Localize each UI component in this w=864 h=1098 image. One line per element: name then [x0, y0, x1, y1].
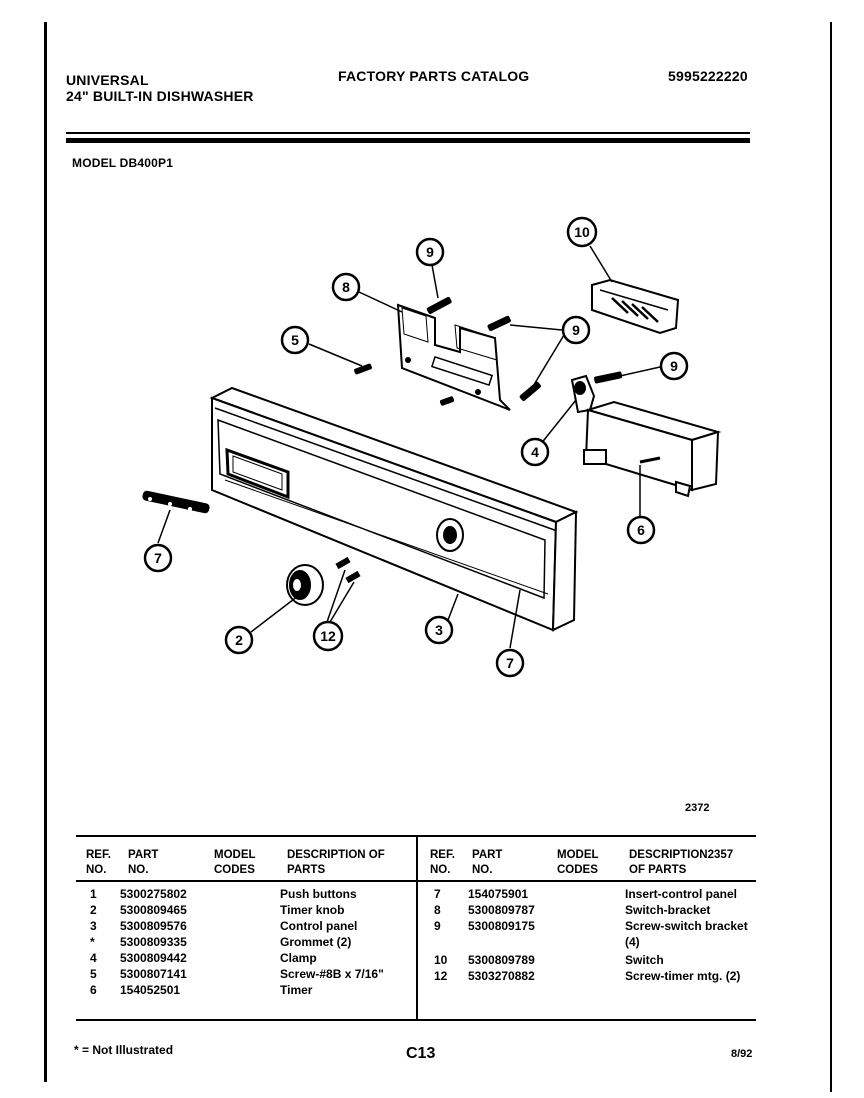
timer-knob-drawing [287, 565, 323, 605]
callout-4 [522, 439, 548, 465]
footnote-not-illustrated: * = Not Illustrated [74, 1043, 174, 1057]
row-ref-number: 5 [90, 967, 97, 981]
row-part-number: 154052501 [120, 983, 181, 997]
callout-3 [426, 617, 452, 643]
row-part-number: 5303270882 [468, 969, 535, 983]
svg-text:9: 9 [426, 244, 434, 260]
callout-8 [333, 274, 359, 300]
svg-text:12: 12 [320, 628, 336, 644]
row-ref-number: 2 [90, 903, 97, 917]
svg-text:7: 7 [154, 550, 162, 566]
col-ref-no: REF. NO. [86, 849, 111, 876]
row-description: Clamp [280, 951, 317, 965]
row-part-number: 5300809789 [468, 953, 535, 967]
callout-9-middle [563, 317, 589, 343]
row-ref-number: * [90, 935, 95, 949]
callout-2 [226, 627, 252, 653]
row-description: Switch [625, 953, 664, 967]
table-center-divider [416, 835, 418, 1020]
svg-text:7: 7 [506, 655, 514, 671]
callout-10 [568, 218, 596, 246]
timer-screws-drawing [335, 557, 360, 583]
row-part-number: 5300809335 [120, 935, 187, 949]
col-model-codes-right: MODEL CODES [557, 849, 599, 876]
svg-text:5: 5 [291, 332, 299, 348]
row-ref-number: 12 [434, 969, 448, 983]
svg-text:3: 3 [435, 622, 443, 638]
col-description: DESCRIPTION OF PARTS [287, 849, 385, 876]
row-ref-number: 7 [434, 887, 441, 901]
product-title: 24" BUILT-IN DISHWASHER [66, 88, 254, 104]
catalog-title: FACTORY PARTS CATALOG [338, 68, 530, 84]
callout-6 [628, 517, 654, 543]
row-description: Switch-bracket [625, 903, 711, 917]
svg-text:6: 6 [637, 522, 645, 538]
switch-drawing [592, 280, 678, 333]
row-part-number: 5300807141 [120, 967, 187, 981]
callout-12 [314, 622, 342, 650]
row-part-number: 5300275802 [120, 887, 187, 901]
svg-text:9: 9 [572, 322, 580, 338]
col-part-no-right: PART NO. [472, 849, 503, 876]
row-part-number: 5300809442 [120, 951, 187, 965]
svg-text:10: 10 [574, 224, 590, 240]
page-code: C13 [406, 1045, 436, 1062]
figure-number: 2372 [685, 802, 710, 814]
col-description-right: DESCRIPTION2357 OF PARTS [629, 849, 734, 876]
catalog-date: 8/92 [731, 1048, 753, 1060]
row-description: Insert-control panel [625, 887, 738, 901]
catalog-number: 5995222220 [668, 68, 748, 84]
callout-5 [282, 327, 308, 353]
callout-9-top [417, 239, 443, 265]
row-description: Screw-switch bracket (4) [625, 919, 748, 949]
callout-9-right [661, 353, 687, 379]
row-ref-number: 1 [90, 887, 97, 901]
clamp-drawing [572, 376, 594, 412]
svg-text:9: 9 [670, 358, 678, 374]
row-description: Timer knob [280, 903, 345, 917]
row-part-number: 5300809175 [468, 919, 535, 933]
svg-text:8: 8 [342, 279, 350, 295]
callout-7-right [497, 650, 523, 676]
row-part-number: 5300809787 [468, 903, 535, 917]
row-ref-number: 10 [434, 953, 448, 967]
col-ref-no-right: REF. NO. [430, 849, 455, 876]
control-panel-drawing [212, 388, 576, 630]
col-part-no: PART NO. [128, 849, 159, 876]
row-description: Push buttons [280, 887, 357, 901]
table-bottom-rule [76, 1019, 756, 1021]
svg-text:2: 2 [235, 632, 243, 648]
svg-text:4: 4 [531, 444, 539, 460]
row-part-number: 154075901 [468, 887, 529, 901]
callout-7-left [145, 545, 171, 571]
col-model-codes: MODEL CODES [214, 849, 256, 876]
brand-title: UNIVERSAL [66, 72, 149, 88]
timer-drawing [584, 402, 718, 496]
row-ref-number: 8 [434, 903, 441, 917]
row-description: Control panel [280, 919, 358, 933]
row-ref-number: 4 [90, 951, 97, 965]
row-description: Screw-#8B x 7/16" [280, 967, 384, 981]
row-description: Grommet (2) [280, 935, 352, 949]
row-description: Timer [280, 983, 313, 997]
switch-bracket-drawing [398, 305, 510, 410]
row-ref-number: 3 [90, 919, 97, 933]
row-description: Screw-timer mtg. (2) [625, 969, 741, 983]
model-label: MODEL DB400P1 [72, 156, 174, 170]
push-buttons-strip-drawing [142, 490, 211, 514]
row-ref-number: 9 [434, 919, 441, 933]
row-ref-number: 6 [90, 983, 97, 997]
row-part-number: 5300809465 [120, 903, 187, 917]
row-part-number: 5300809576 [120, 919, 187, 933]
